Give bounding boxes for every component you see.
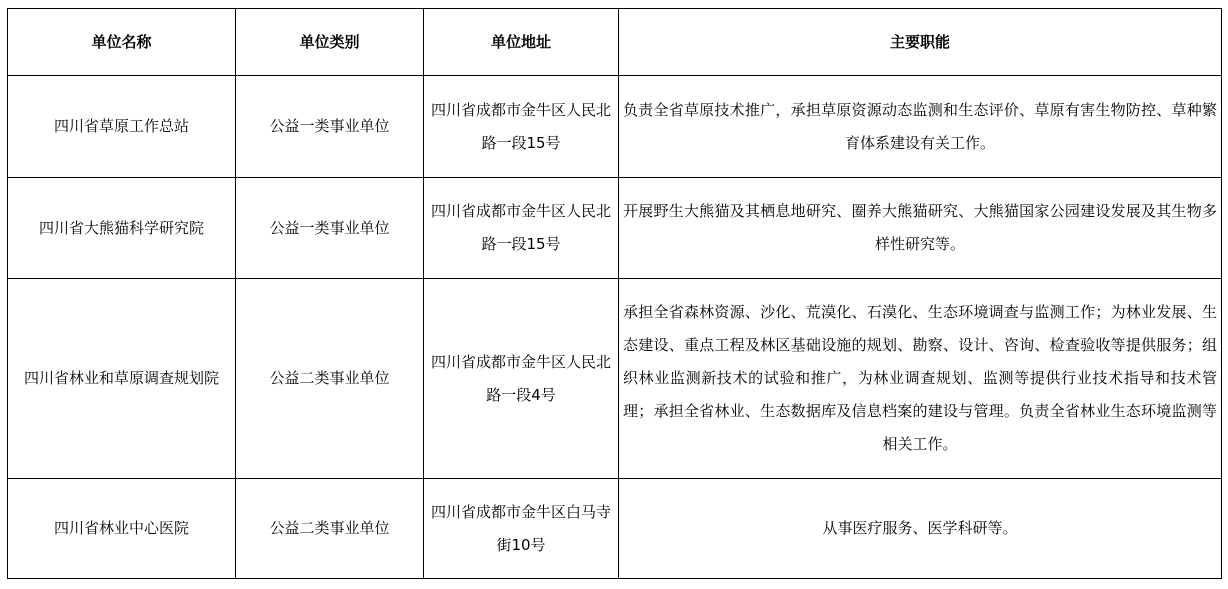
cell-unit-category: 公益一类事业单位 bbox=[236, 178, 424, 279]
table-row bbox=[8, 279, 1222, 479]
cell-main-duties: 开展野生大熊猫及其栖息地研究、圈养大熊猫研究、大熊猫国家公园建设发展及其生物多样性研究等。 bbox=[619, 178, 1222, 279]
cell-unit-name: 四川省林业中心医院 bbox=[8, 479, 236, 579]
cell-main-duties: 负责全省草原技术推广，承担草原资源动态监测和生态评价、草原有害生物防控、草种繁育体系建设有关工作。 bbox=[619, 76, 1222, 178]
header-unit-category: 单位类别 bbox=[236, 9, 424, 76]
cell-main-duties: 从事医疗服务、医学科研等。 bbox=[619, 479, 1222, 579]
header-unit-address: 单位地址 bbox=[424, 9, 619, 76]
table-row bbox=[8, 479, 1222, 579]
table-row bbox=[8, 178, 1222, 279]
header-row bbox=[8, 9, 1222, 76]
header-main-duties: 主要职能 bbox=[619, 9, 1222, 76]
cell-unit-name: 四川省草原工作总站 bbox=[8, 76, 236, 178]
cell-unit-name: 四川省林业和草原调查规划院 bbox=[8, 279, 236, 479]
header-unit-name: 单位名称 bbox=[8, 9, 236, 76]
cell-unit-address: 四川省成都市金牛区白马寺街10号 bbox=[424, 479, 619, 579]
units-table bbox=[7, 8, 1222, 579]
cell-main-duties: 承担全省森林资源、沙化、荒漠化、石漠化、生态环境调查与监测工作；为林业发展、生态建设、重点工程及林区基础设施的规划、勘察、设计、咨询、检查验收等提供服务；组织林业监测新技术的试验和推广，为林业调查规划、监测等提供行业技术指导和技术管理；承担全省林业、生态数据库及信息档案的建设与管理。负责全省林业生态环境监测等相关工作。 bbox=[619, 279, 1222, 479]
cell-unit-category: 公益二类事业单位 bbox=[236, 279, 424, 479]
cell-unit-address: 四川省成都市金牛区人民北路一段15号 bbox=[424, 178, 619, 279]
cell-unit-name: 四川省大熊猫科学研究院 bbox=[8, 178, 236, 279]
cell-unit-category: 公益二类事业单位 bbox=[236, 479, 424, 579]
cell-unit-address: 四川省成都市金牛区人民北路一段4号 bbox=[424, 279, 619, 479]
cell-unit-address: 四川省成都市金牛区人民北路一段15号 bbox=[424, 76, 619, 178]
cell-unit-category: 公益一类事业单位 bbox=[236, 76, 424, 178]
table-row bbox=[8, 76, 1222, 178]
